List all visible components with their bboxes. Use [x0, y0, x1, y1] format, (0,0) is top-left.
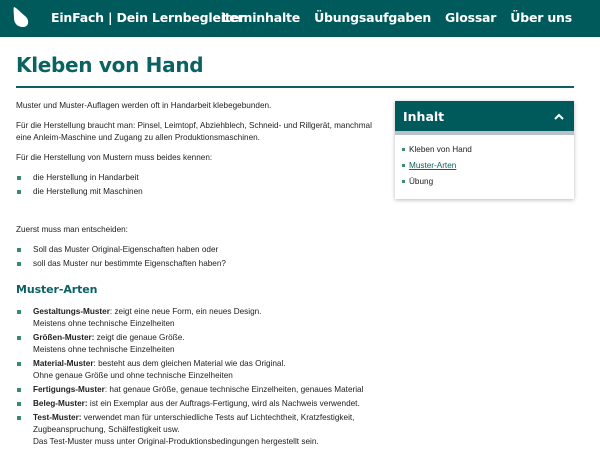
definition-note: Ohne genaue Größe und ohne technische Einzelheiten — [33, 371, 233, 380]
nav-lerninhalte[interactable]: Lerninhalte — [221, 10, 301, 25]
term-sep: : — [104, 385, 108, 394]
definition: zeigt die genaue Größe. — [94, 333, 185, 342]
definition: verwendet man für unterschiedliche Tests auf Lichtechtheit, Kratzfestigkeit, Zugbeanspruchung, Schälfestigkeit usw. — [33, 413, 355, 434]
definition: zeigt eine neue Form, ein neues Design. — [112, 307, 262, 316]
term: Beleg-Muster: — [33, 399, 88, 408]
toc-item-muster-arten[interactable] — [401, 160, 574, 172]
list-item-fertigungs-muster — [16, 384, 388, 396]
toc-header[interactable] — [395, 101, 574, 131]
nav-glossar[interactable]: Glossar — [445, 10, 497, 25]
definition-note: Das Test-Muster muss unter Original-Produktionsbedingungen hergestellt sein. — [33, 437, 319, 446]
list-item: Soll das Muster Original-Eigenschaften haben oder — [16, 244, 388, 256]
list-item-groessen-muster — [16, 332, 388, 356]
title-divider — [16, 86, 574, 88]
chevron-up-icon[interactable] — [553, 110, 565, 122]
spacer — [16, 206, 388, 224]
toc-item-kleben-von-hand[interactable]: Kleben von Hand — [401, 144, 574, 156]
toc-list — [395, 135, 574, 188]
definition: ist ein Exemplar aus der Auftrags-Fertigung, wird als Nachweis verwendet. — [87, 399, 360, 408]
logo-icon[interactable] — [11, 6, 31, 28]
main-content — [16, 100, 388, 456]
term: Fertigungs-Muster — [33, 385, 105, 394]
toc-link-muster-arten[interactable]: Muster-Arten — [409, 161, 457, 170]
section-heading-muster-arten: Muster-Arten — [16, 283, 98, 296]
list-item: soll das Muster nur bestimmte Eigenschaften haben? — [16, 258, 388, 270]
tools-paragraph: Für die Herstellung braucht man: Pinsel, Leimtopf, Abziehblech, Schneid- und Rillgerät, manchmal eine Anleim-Maschine und Zugang zu allen Produktionsmaschinen. — [16, 121, 372, 142]
nav-uebungsaufgaben[interactable]: Übungsaufgaben — [314, 10, 432, 25]
muster-types-list — [16, 306, 388, 448]
list-item: die Herstellung in Handarbeit — [16, 172, 388, 184]
toc-title: Inhalt — [403, 108, 445, 124]
nav-ueber-uns[interactable]: Über uns — [510, 10, 572, 25]
term: Gestaltungs-Muster — [33, 307, 110, 316]
top-navigation-bar — [0, 0, 600, 37]
table-of-contents — [395, 101, 574, 199]
toc-item-uebung[interactable]: Übung — [401, 176, 574, 188]
intro-paragraph: Muster und Muster-Auflagen werden oft in Handarbeit klebegebunden. — [16, 101, 272, 110]
definition: hat genaue Größe, genaue technische Einzelheiten, genaues Material — [107, 385, 364, 394]
knowledge-paragraph: Für die Herstellung von Mustern muss beides kennen: — [16, 153, 213, 162]
term: Größen-Muster: — [33, 333, 95, 342]
main-nav — [222, 10, 572, 25]
term-sep: : — [93, 359, 96, 368]
page-title: Kleben von Hand — [16, 53, 204, 77]
term: Material-Muster — [33, 359, 94, 368]
decide-paragraph: Zuerst muss man entscheiden: — [16, 225, 128, 234]
definition-note: Meistens ohne technische Einzelheiten — [33, 319, 175, 328]
term: Test-Muster: — [33, 413, 82, 422]
list-item-gestaltungs-muster — [16, 306, 388, 330]
brand-title[interactable]: EinFach | Dein Lernbegleiter — [51, 10, 245, 25]
list-item-material-muster — [16, 358, 388, 382]
list-item: die Herstellung mit Maschinen — [16, 186, 388, 198]
term-sep: : — [109, 307, 113, 316]
list-item-test-muster — [16, 412, 388, 448]
decision-list — [16, 244, 388, 270]
definition: besteht aus dem gleichen Material wie das Original. — [95, 359, 286, 368]
list-item-beleg-muster — [16, 398, 388, 410]
production-list — [16, 172, 388, 198]
definition-note: Meistens ohne technische Einzelheiten — [33, 345, 175, 354]
